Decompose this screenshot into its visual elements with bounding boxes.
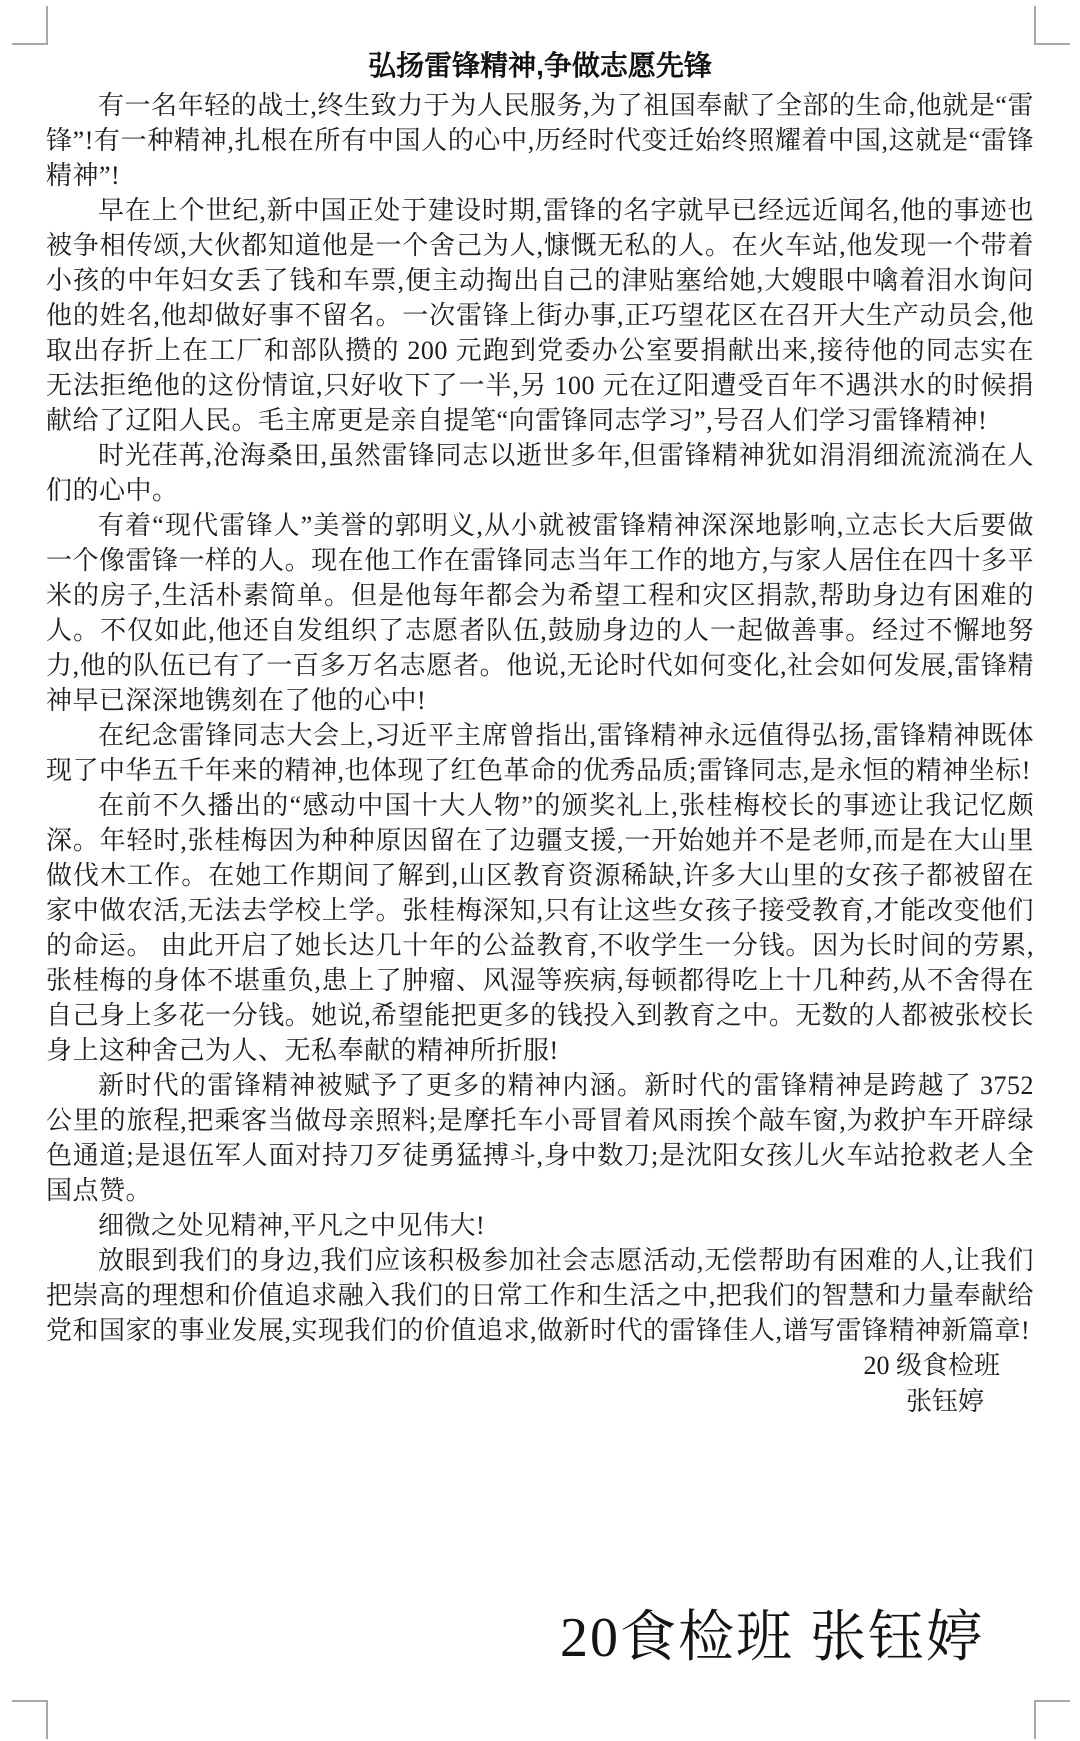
crop-mark-bottom-right [1034,1700,1070,1739]
signoff-class-line: 20 级食检班 [863,1351,1000,1380]
essay-paragraph-2: 早在上个世纪,新中国正处于建设时期,雷锋的名字就早已经远近闻名,他的事迹也被争相传颂,大伙都知道他是一个舍己为人,慷慨无私的人。在火车站,他发现一个带着小孩的中年妇女丢了钱和车票,便主动掏出自己的津贴塞给她,大嫂眼中噙着泪水询问他的姓名,他却做好事不留名。一次雷锋上街办事,正巧望花区在召开大生产动员会,他取出存折上在工厂和部队攒的 200 元跑到党委办公室要捐献出来,接待他的同志实在无法拒绝他的这份情谊,只好收下了一半,另 100 元在辽阳遭受百年不遇洪水的时候捐献给了辽阳人民。毛主席更是亲自提笔“向雷锋同志学习”,号召人们学习雷锋精神! [46,196,1034,435]
signoff-name-line: 张钰婷 [905,1387,984,1416]
essay-paragraph-9: 放眼到我们的身边,我们应该积极参加社会志愿活动,无偿帮助有困难的人,让我们把崇高的理想和价值追求融入我们的日常工作和生活之中,把我们的智慧和力量奉献给党和国家的事业发展,实现我们的价值追求,做新时代的雷锋佳人,谱写雷锋精神新篇章! [46,1246,1034,1345]
essay-paragraph-7: 新时代的雷锋精神被赋予了更多的精神内涵。新时代的雷锋精神是跨越了 3752 公里的旅程,把乘客当做母亲照料;是摩托车小哥冒着风雨挨个敲车窗,为救护车开辟绿色通道;是退伍军人面对持刀歹徒勇猛搏斗,身中数刀;是沈阳女孩儿火车站抢救老人全国点赞。 [46,1071,1034,1205]
essay-paragraph-8: 细微之处见精神,平凡之中见伟大! [98,1211,486,1240]
crop-mark-top-left [12,6,48,45]
essay-paragraph-4: 有着“现代雷锋人”美誉的郭明义,从小就被雷锋精神深深地影响,立志长大后要做一个像雷锋一样的人。现在他工作在雷锋同志当年工作的地方,与家人居住在四十多平米的房子,生活朴素简单。但是他每年都会为希望工程和灾区捐款,帮助身边有困难的人。不仅如此,他还自发组织了志愿者队伍,鼓励身边的人一起做善事。经过不懈地努力,他的队伍已有了一百多万名志愿者。他说,无论时代如何变化,社会如何发展,雷锋精神早已深深地镌刻在了他的心中! [46,511,1034,715]
essay-paragraph-3: 时光荏苒,沧海桑田,虽然雷锋同志以逝世多年,但雷锋精神犹如涓涓细流流淌在人们的心中。 [46,441,1034,505]
essay-title: 弘扬雷锋精神,争做志愿先锋 [368,50,712,81]
crop-mark-bottom-left [12,1700,48,1739]
essay-paragraph-1: 有一名年轻的战士,终生致力于为人民服务,为了祖国奉献了全部的生命,他就是“雷锋”!有一种精神,扎根在所有中国人的心中,历经时代变迁始终照耀着中国,这就是“雷锋精神”! [46,91,1034,190]
crop-mark-top-right [1034,6,1070,45]
essay-paragraph-5: 在纪念雷锋同志大会上,习近平主席曾指出,雷锋精神永远值得弘扬,雷锋精神既体现了中华五千年来的精神,也体现了红色革命的优秀品质;雷锋同志,是永恒的精神坐标! [46,721,1034,785]
handwritten-signature: 20食检班 张钰婷 [560,1607,984,1669]
essay-content [46,0,1034,1420]
essay-paragraph-6: 在前不久播出的“感动中国十大人物”的颁奖礼上,张桂梅校长的事迹让我记忆颇深。年轻时,张桂梅因为种种原因留在了边疆支援,一开始她并不是老师,而是在大山里做伐木工作。在她工作期间了解到,山区教育资源稀缺,许多大山里的女孩子都被留在家中做农活,无法去学校上学。张桂梅深知,只有让这些女孩子接受教育,才能改变他们的命运。 由此开启了她长达几十年的公益教育,不收学生一分钱。因为长时间的劳累,张桂梅的身体不堪重负,患上了肿瘤、风湿等疾病,每顿都得吃上十几种药,从不舍得在自己身上多花一分钱。她说,希望能把更多的钱投入到教育之中。无数的人都被张校长身上这种舍己为人、无私奉献的精神所折服! [46,791,1034,1065]
